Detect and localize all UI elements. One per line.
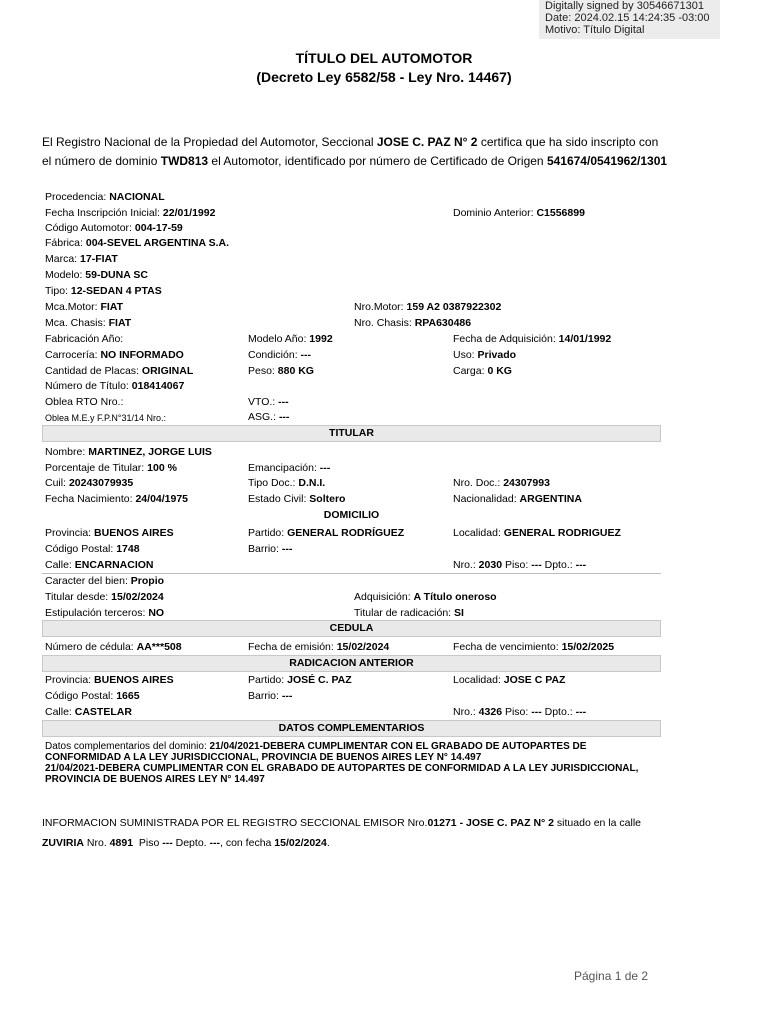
field-ant-calle: Calle: CASTELAR [45,706,132,718]
field-fabricacion-anio: Fabricación Año: [45,333,124,345]
field-fabrica: Fábrica: 004-SEVEL ARGENTINA S.A. [45,237,230,249]
field-nro-piso-dpto: Nro.: 2030 Piso: --- Dpto.: --- [453,559,587,571]
field-fecha-nacimiento: Fecha Nacimiento: 24/04/1975 [45,493,189,505]
datos-entry: 21/04/2021-DEBERA CUMPLIMENTAR CON EL GRABADO DE AUTOPARTES DE CONFORMIDAD A LA LEY JURISDICCIONAL, PROVINCIA DE BUENOS AIRES LEY N° 14.497 [45,741,587,763]
section-domicilio: DOMICILIO [323,509,380,521]
field-ant-barrio: Barrio: --- [248,690,293,702]
certificado-value: 541674/0541962/1301 [546,154,668,168]
field-dominio-anterior: Dominio Anterior: C1556899 [453,207,585,219]
intro-text: el Automotor, identificado por número de Certificado de Origen [208,154,547,168]
field-numero-titulo: Número de Título: 018414067 [45,380,185,392]
field-ant-localidad: Localidad: JOSE C PAZ [453,674,566,686]
intro-line-2 [42,154,667,168]
field-estipulacion: Estipulación terceros: NO [45,607,165,619]
field-provincia: Provincia: BUENOS AIRES [45,527,174,539]
section-datos-complementarios: DATOS COMPLEMENTARIOS [42,720,661,737]
seccional-value: JOSE C. PAZ N° 2 [376,135,478,149]
field-estado-civil: Estado Civil: Soltero [248,493,346,505]
field-caracter-bien: Caracter del bien: Propio [45,575,165,587]
field-titular-desde: Titular desde: 15/02/2024 [45,591,164,603]
field-condicion: Condición: --- [248,349,312,361]
field-nro-motor: Nro.Motor: 159 A2 0387922302 [354,301,502,313]
field-codigo-automotor: Código Automotor: 004-17-59 [45,222,183,234]
field-fecha-inscripcion: Fecha Inscripción Inicial: 22/01/1992 [45,207,216,219]
footer-info-line-1: INFORMACION SUMINISTRADA POR EL REGISTRO SECCIONAL EMISOR Nro.01271 - JOSE C. PAZ N° 2 situado en la calle [42,817,641,829]
intro-line-1 [42,135,658,149]
intro-text: El Registro Nacional de la Propiedad del Automotor, Seccional [42,135,377,149]
signature-line-3: Motivo: Título Digital [545,24,645,36]
field-ant-codigo-postal: Código Postal: 1665 [45,690,140,702]
field-marca: Marca: 17-FIAT [45,253,118,265]
field-vto: VTO.: --- [248,396,289,408]
field-modelo: Modelo: 59-DUNA SC [45,269,148,281]
datos-label: Datos complementarios del dominio: [45,741,210,752]
field-carroceria: Carrocería: NO INFORMADO [45,349,184,361]
field-fecha-adquisicion: Fecha de Adquisición: 14/01/1992 [453,333,612,345]
field-ant-provincia: Provincia: BUENOS AIRES [45,674,174,686]
field-codigo-postal: Código Postal: 1748 [45,543,140,555]
field-tipo: Tipo: 12-SEDAN 4 PTAS [45,285,162,297]
field-tipo-doc: Tipo Doc.: D.N.I. [248,477,326,489]
document-title: TÍTULO DEL AUTOMOTOR [295,50,473,66]
field-uso: Uso: Privado [453,349,517,361]
digital-signature-box [539,0,720,39]
field-oblea-rto: Oblea RTO Nro.: [45,396,124,408]
intro-text: certifica que ha sido inscripto con [477,135,659,149]
field-carga: Carga: 0 KG [453,365,512,377]
page-number: Página 1 de 2 [574,969,649,983]
field-procedencia: Procedencia: NACIONAL [45,191,165,203]
intro-text: el número de dominio [42,154,161,168]
field-modelo-anio: Modelo Año: 1992 [248,333,333,345]
field-marca-chasis: Mca. Chasis: FIAT [45,317,132,329]
field-emancipacion: Emancipación: --- [248,462,331,474]
dominio-value: TWD813 [160,154,209,168]
signature-line-2: Date: 2024.02.15 14:24:35 -03:00 [545,12,710,24]
field-ant-partido: Partido: JOSÉ C. PAZ [248,674,352,686]
field-oblea-mey: Oblea M.E.y F.P.N°31/14 Nro.: [45,413,166,423]
section-radicacion-anterior: RADICACION ANTERIOR [42,655,661,672]
field-nro-chasis: Nro. Chasis: RPA630486 [354,317,472,329]
field-barrio: Barrio: --- [248,543,293,555]
field-localidad: Localidad: GENERAL RODRIGUEZ [453,527,621,539]
field-fecha-emision: Fecha de emisión: 15/02/2024 [248,641,390,653]
field-fecha-vencimiento: Fecha de vencimiento: 15/02/2025 [453,641,615,653]
field-cantidad-placas: Cantidad de Placas: ORIGINAL [45,365,194,377]
datos-complementarios-text [45,741,655,785]
field-marca-motor: Mca.Motor: FIAT [45,301,123,313]
field-partido: Partido: GENERAL RODRÍGUEZ [248,527,405,539]
field-peso: Peso: 880 KG [248,365,314,377]
datos-entry: 21/04/2021-DEBERA CUMPLIMENTAR CON EL GRABADO DE AUTOPARTES DE CONFORMIDAD A LA LEY JURISDICCIONAL, PROVINCIA DE BUENOS AIRES LEY N° 14.497 [45,763,639,785]
field-asg: ASG.: --- [248,411,290,423]
field-ant-nro-piso-dpto: Nro.: 4326 Piso: --- Dpto.: --- [453,706,587,718]
field-calle: Calle: ENCARNACION [45,559,154,571]
field-nacionalidad: Nacionalidad: ARGENTINA [453,493,582,505]
footer-info-line-2: ZUVIRIA Nro. 4891 Piso --- Depto. ---, con fecha 15/02/2024. [42,837,330,849]
section-cedula: CEDULA [42,620,661,637]
field-cuil: Cuil: 20243079935 [45,477,134,489]
field-adquisicion: Adquisición: A Título oneroso [354,591,497,603]
divider [42,573,661,574]
field-numero-cedula: Número de cédula: AA***508 [45,641,182,653]
signature-line-1: Digitally signed by 30546671301 [545,0,705,12]
field-nombre: Nombre: MARTINEZ, JORGE LUIS [45,446,212,458]
section-titular: TITULAR [42,425,661,442]
field-nro-doc: Nro. Doc.: 24307993 [453,477,550,489]
document-subtitle: (Decreto Ley 6582/58 - Ley Nro. 14467) [256,69,512,85]
field-titular-radicacion: Titular de radicación: SI [354,607,464,619]
field-porcentaje: Porcentaje de Titular: 100 % [45,462,177,474]
